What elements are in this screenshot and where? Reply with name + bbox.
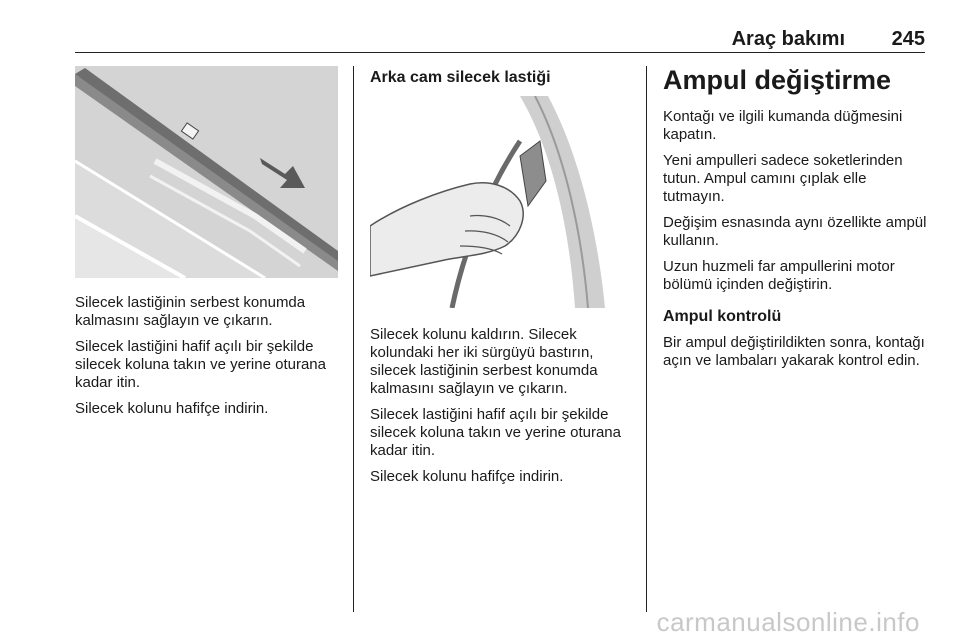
right-paragraph: Yeni ampulleri sadece soketlerinden tutun. Ampul camını çıplak elle tutmayın. [663, 152, 903, 205]
right-paragraph: Uzun huzmeli far ampullerini motor bölümü içinden değiştirin. [663, 258, 895, 293]
rear-wiper-illustration [370, 96, 632, 308]
watermark: carmanualsonline.info [656, 607, 920, 637]
middle-paragraph: Silecek lastiğini hafif açılı bir şekilde silecek koluna takın ve yerine oturana kadar itin. [370, 406, 621, 459]
rear-wiper-heading: Arka cam silecek lastiği [370, 69, 551, 86]
left-paragraph: Silecek lastiğini hafif açılı bir şekilde silecek koluna takın ve yerine oturana kadar itin. [75, 338, 326, 391]
middle-column-text [370, 326, 638, 494]
wiper-blade-drawing [75, 66, 338, 278]
wiper-blade-illustration [75, 66, 338, 278]
left-paragraph: Silecek lastiğinin serbest konumda kalmasını sağlayın ve çıkarın. [75, 294, 306, 329]
rear-wiper-drawing [370, 96, 632, 308]
right-paragraph: Kontağı ve ilgili kumanda düğmesini kapatın. [663, 108, 903, 143]
bulb-replacement-heading: Ampul değiştirme [663, 65, 892, 95]
right-paragraph: Değişim esnasında aynı özellikte ampül kullanın. [663, 214, 927, 249]
column-divider-2 [646, 66, 647, 612]
middle-paragraph: Silecek kolunu hafifçe indirin. [370, 468, 564, 485]
page-number: 245 [891, 28, 925, 50]
right-column-text [663, 64, 928, 378]
middle-heading-wrap [370, 69, 638, 87]
bulb-check-heading: Ampul kontrolü [663, 308, 782, 325]
section-title: Araç bakımı [731, 28, 845, 50]
column-divider-1 [353, 66, 354, 612]
left-paragraph: Silecek kolunu hafifçe indirin. [75, 400, 269, 417]
left-column-text [75, 294, 343, 426]
page-header [75, 28, 925, 53]
right-sub-paragraph: Bir ampul değiştirildikten sonra, kontağı açın ve lambaları yakarak kontrol edin. [663, 334, 925, 369]
middle-paragraph: Silecek kolunu kaldırın. Silecek kolundaki her iki sürgüyü bastırın, silecek lastiğinin serbest konumda kalmasını sağlayın ve çıkarın. [370, 326, 598, 397]
